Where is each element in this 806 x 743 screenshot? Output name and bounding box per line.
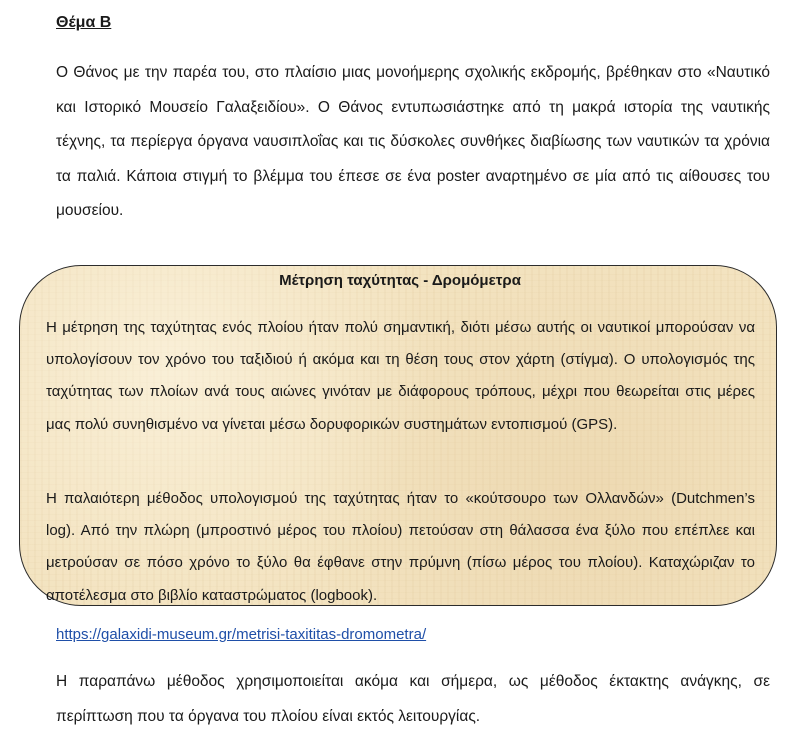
section-heading: Θέμα Β [56, 14, 112, 31]
poster-title: Μέτρηση ταχύτητας - Δρομόμετρα [279, 272, 521, 289]
poster-paragraph-speed-measurement: Η μέτρηση της ταχύτητας ενός πλοίου ήταν πολύ σημαντική, διότι μέσω αυτής οι ναυτικοί μπορούσαν να υπολογίσουν τον χρόνο του ταξιδιού ή ακόμα και τη θέση τους στον χάρτη (στίγμα). Ο υπολογισμός της ταχύτητας των πλοίων ανά τους αιώνες γινόταν με διάφορους τρόπους, μέχρι που θεωρείται στις μέρες μας πολύ συνηθισμένο να γίνεται μέσω δορυφορικών συστημάτων εντοπισμού (GPS). [46, 319, 755, 433]
source-link[interactable]: https://galaxidi-museum.gr/metrisi-taxititas-dromometra/ [56, 626, 427, 643]
closing-paragraph: Η παραπάνω μέθοδος χρησιμοποιείται ακόμα και σήμερα, ως μέθοδος έκτακτης ανάγκης, σε περίπτωση που τα όργανα του πλοίου είναι εκτός λειτουργίας. [56, 673, 770, 725]
intro-paragraph: Ο Θάνος με την παρέα του, στο πλαίσιο μιας μονοήμερης σχολικής εκδρομής, βρέθηκαν στο «Ναυτικό και Ιστορικό Μουσείο Γαλαξειδίου». Ο Θάνος εντυπωσιάστηκε από τη μακρά ιστορία της ναυτικής τέχνης, τα περίεργα όργανα ναυσιπλοΐας και τις δύσκολες συνθήκες διαβίωσης των ναυτικών τα χρόνια τα παλιά. Κάποια στιγμή το βλέμμα του έπεσε σε ένα poster αναρτημένο σε μία από τις αίθουσες του μουσείου. [56, 64, 770, 219]
poster-paragraph-dutchmens-log: Η παλαιότερη μέθοδος υπολογισμού της ταχύτητας ήταν το «κούτσουρο των Ολλανδών» (Dutchmen’s log). Από την πλώρη (μπροστινό μέρος του πλοίου) πετούσαν στη θάλασσα ένα ξύλο που επέπλεε και μετρούσαν σε πόσο χρόνο το ξύλο θα έφθανε στην πρύμνη (πίσω μέρος του πλοίου). Καταχώριζαν το αποτέλεσμα στο βιβλίο καταστρώματος (logbook). [46, 490, 755, 604]
